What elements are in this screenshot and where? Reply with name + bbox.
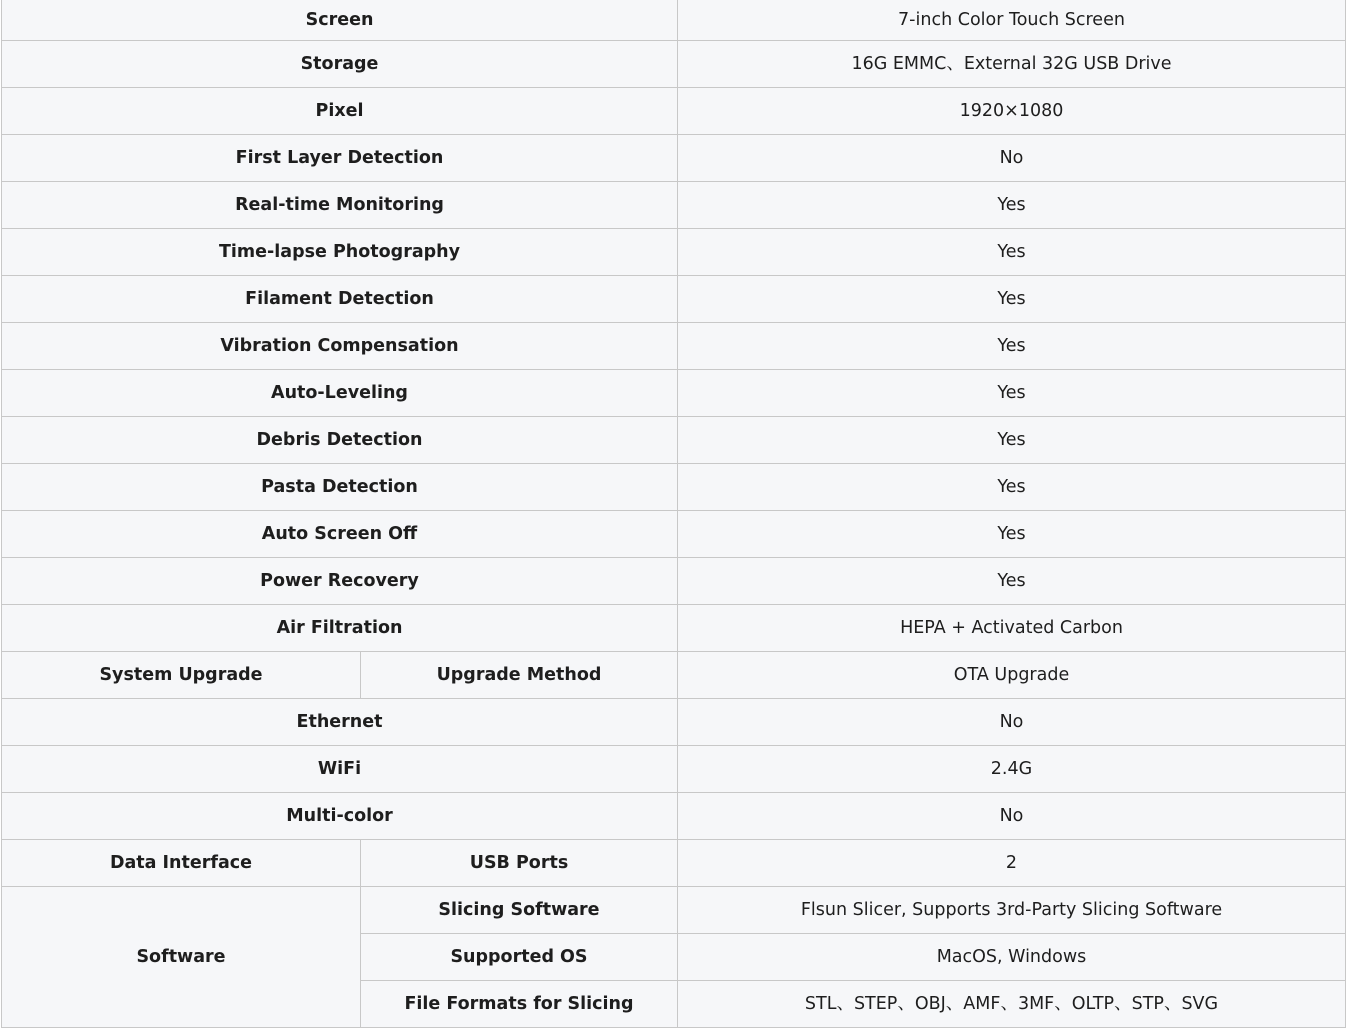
spec-value: Flsun Slicer, Supports 3rd-Party Slicing Software — [678, 887, 1346, 934]
spec-label: Filament Detection — [2, 276, 678, 323]
table-row — [2, 746, 1346, 793]
table-row — [2, 558, 1346, 605]
spec-value: Yes — [678, 417, 1346, 464]
spec-value: 16G EMMC、External 32G USB Drive — [678, 41, 1346, 88]
table-row — [2, 323, 1346, 370]
table-row — [2, 417, 1346, 464]
table-row — [2, 276, 1346, 323]
spec-value: STL、STEP、OBJ、AMF、3MF、OLTP、STP、SVG — [678, 981, 1346, 1028]
table-row — [2, 370, 1346, 417]
spec-label: First Layer Detection — [2, 135, 678, 182]
spec-sublabel: File Formats for Slicing — [361, 981, 678, 1028]
table-row — [2, 887, 1346, 934]
spec-value: Yes — [678, 511, 1346, 558]
spec-sublabel: USB Ports — [361, 840, 678, 887]
spec-label: Vibration Compensation — [2, 323, 678, 370]
spec-group-label: Data Interface — [2, 840, 361, 887]
table-row — [2, 699, 1346, 746]
table-row — [2, 840, 1346, 887]
spec-group-label: Software — [2, 887, 361, 1028]
spec-value: No — [678, 793, 1346, 840]
table-row — [2, 511, 1346, 558]
spec-value: Yes — [678, 464, 1346, 511]
spec-sublabel: Supported OS — [361, 934, 678, 981]
spec-sublabel: Upgrade Method — [361, 652, 678, 699]
table-row — [2, 88, 1346, 135]
table-row — [2, 135, 1346, 182]
spec-value: Yes — [678, 276, 1346, 323]
spec-label: Air Filtration — [2, 605, 678, 652]
spec-label: Storage — [2, 41, 678, 88]
spec-value: HEPA + Activated Carbon — [678, 605, 1346, 652]
spec-label: Multi-color — [2, 793, 678, 840]
spec-table — [1, 0, 1346, 1028]
spec-value: 2 — [678, 840, 1346, 887]
spec-value: Yes — [678, 558, 1346, 605]
spec-value: 2.4G — [678, 746, 1346, 793]
spec-label: Real-time Monitoring — [2, 182, 678, 229]
table-row — [2, 182, 1346, 229]
spec-value: No — [678, 135, 1346, 182]
table-row — [2, 0, 1346, 41]
spec-label: Pixel — [2, 88, 678, 135]
spec-label: Power Recovery — [2, 558, 678, 605]
table-row — [2, 652, 1346, 699]
spec-label: Screen — [2, 0, 678, 41]
spec-label: Auto Screen Off — [2, 511, 678, 558]
spec-value: Yes — [678, 229, 1346, 276]
spec-label: Pasta Detection — [2, 464, 678, 511]
spec-value: 1920×1080 — [678, 88, 1346, 135]
spec-label: Time-lapse Photography — [2, 229, 678, 276]
table-row — [2, 229, 1346, 276]
table-row — [2, 41, 1346, 88]
spec-label: WiFi — [2, 746, 678, 793]
spec-value: Yes — [678, 370, 1346, 417]
spec-label: Auto-Leveling — [2, 370, 678, 417]
table-row — [2, 464, 1346, 511]
spec-value: No — [678, 699, 1346, 746]
spec-value: 7-inch Color Touch Screen — [678, 0, 1346, 41]
spec-value: OTA Upgrade — [678, 652, 1346, 699]
spec-group-label: System Upgrade — [2, 652, 361, 699]
table-row — [2, 605, 1346, 652]
spec-label: Ethernet — [2, 699, 678, 746]
spec-sublabel: Slicing Software — [361, 887, 678, 934]
spec-value: Yes — [678, 323, 1346, 370]
table-row — [2, 793, 1346, 840]
spec-label: Debris Detection — [2, 417, 678, 464]
spec-value: MacOS, Windows — [678, 934, 1346, 981]
spec-value: Yes — [678, 182, 1346, 229]
